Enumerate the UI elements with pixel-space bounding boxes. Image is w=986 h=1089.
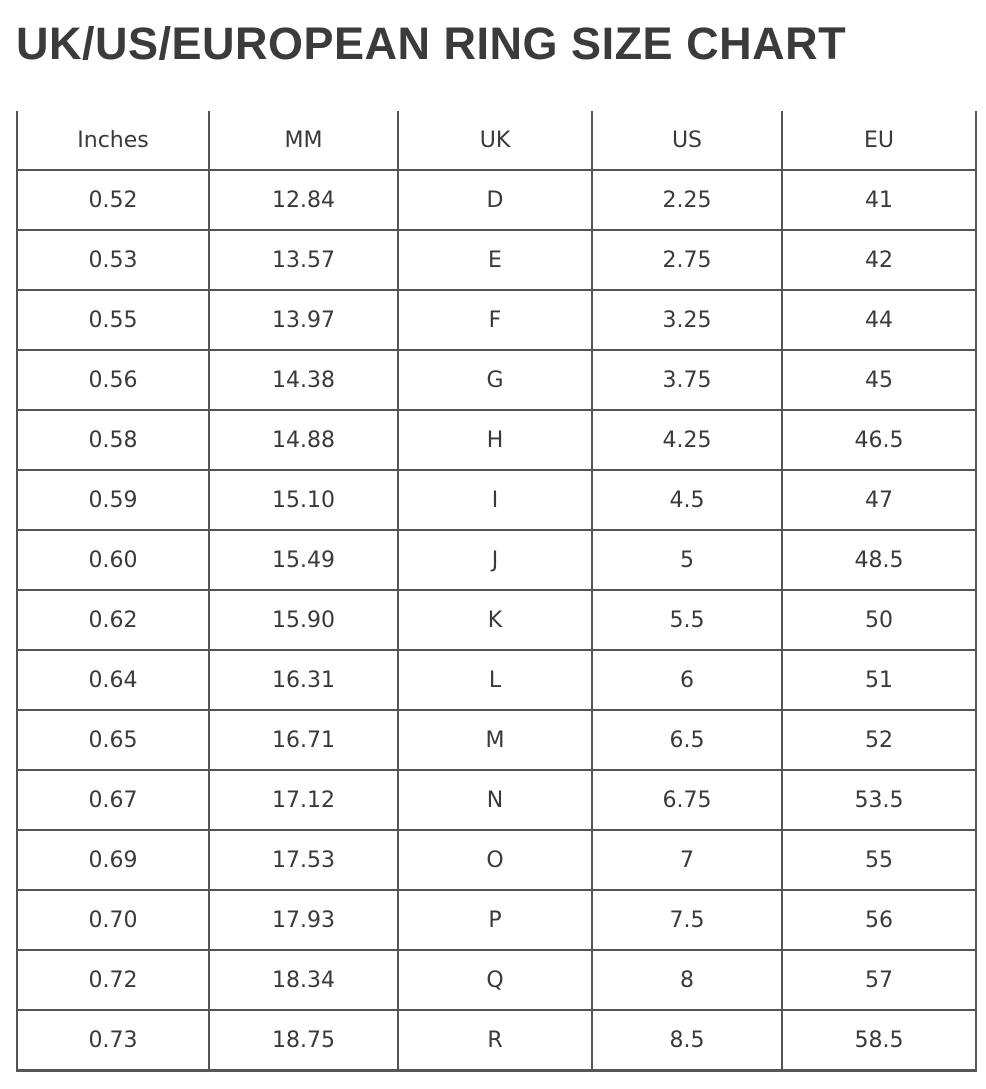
cell-inches: 0.53 (17, 230, 209, 290)
cell-inches: 0.60 (17, 530, 209, 590)
table-row (17, 830, 976, 890)
cell-inches: 0.56 (17, 350, 209, 410)
cell-mm: 13.57 (209, 230, 398, 290)
cell-eu: 47 (782, 470, 976, 530)
cell-eu: 41 (782, 170, 976, 230)
cell-uk: M (398, 710, 592, 770)
cell-mm: 15.90 (209, 590, 398, 650)
cell-uk: J (398, 530, 592, 590)
cell-eu: 56 (782, 890, 976, 950)
ring-size-table (16, 111, 977, 1072)
cell-us: 2.25 (592, 170, 782, 230)
table-body (17, 170, 976, 1071)
cell-uk: H (398, 410, 592, 470)
cell-uk: N (398, 770, 592, 830)
cell-eu: 57 (782, 950, 976, 1010)
cell-uk: D (398, 170, 592, 230)
cell-us: 5.5 (592, 590, 782, 650)
cell-eu: 55 (782, 830, 976, 890)
cell-inches: 0.69 (17, 830, 209, 890)
cell-mm: 17.12 (209, 770, 398, 830)
cell-mm: 18.34 (209, 950, 398, 1010)
cell-inches: 0.64 (17, 650, 209, 710)
cell-uk: G (398, 350, 592, 410)
cell-uk: R (398, 1010, 592, 1071)
header-mm: MM (209, 111, 398, 170)
cell-mm: 15.10 (209, 470, 398, 530)
cell-uk: I (398, 470, 592, 530)
cell-eu: 48.5 (782, 530, 976, 590)
cell-eu: 42 (782, 230, 976, 290)
cell-eu: 46.5 (782, 410, 976, 470)
cell-inches: 0.67 (17, 770, 209, 830)
cell-inches: 0.59 (17, 470, 209, 530)
cell-inches: 0.55 (17, 290, 209, 350)
cell-eu: 44 (782, 290, 976, 350)
table-row (17, 230, 976, 290)
cell-eu: 51 (782, 650, 976, 710)
table-row (17, 470, 976, 530)
cell-mm: 13.97 (209, 290, 398, 350)
table-row (17, 770, 976, 830)
cell-us: 6.75 (592, 770, 782, 830)
table-row (17, 710, 976, 770)
table-row (17, 890, 976, 950)
cell-inches: 0.58 (17, 410, 209, 470)
cell-eu: 45 (782, 350, 976, 410)
cell-inches: 0.62 (17, 590, 209, 650)
cell-mm: 16.71 (209, 710, 398, 770)
cell-inches: 0.73 (17, 1010, 209, 1071)
table-row (17, 590, 976, 650)
cell-us: 6 (592, 650, 782, 710)
table-row (17, 170, 976, 230)
cell-inches: 0.70 (17, 890, 209, 950)
cell-mm: 14.38 (209, 350, 398, 410)
table-row (17, 350, 976, 410)
cell-eu: 58.5 (782, 1010, 976, 1071)
table-row (17, 950, 976, 1010)
header-eu: EU (782, 111, 976, 170)
cell-mm: 16.31 (209, 650, 398, 710)
cell-mm: 15.49 (209, 530, 398, 590)
table-row (17, 1010, 976, 1071)
table-row (17, 530, 976, 590)
cell-uk: P (398, 890, 592, 950)
cell-us: 4.5 (592, 470, 782, 530)
cell-eu: 53.5 (782, 770, 976, 830)
cell-mm: 17.93 (209, 890, 398, 950)
table-row (17, 650, 976, 710)
cell-us: 8 (592, 950, 782, 1010)
header-us: US (592, 111, 782, 170)
cell-uk: L (398, 650, 592, 710)
cell-us: 3.25 (592, 290, 782, 350)
cell-us: 7 (592, 830, 782, 890)
cell-us: 3.75 (592, 350, 782, 410)
cell-uk: E (398, 230, 592, 290)
cell-us: 5 (592, 530, 782, 590)
cell-us: 7.5 (592, 890, 782, 950)
cell-mm: 12.84 (209, 170, 398, 230)
cell-uk: Q (398, 950, 592, 1010)
cell-inches: 0.65 (17, 710, 209, 770)
cell-uk: K (398, 590, 592, 650)
cell-mm: 17.53 (209, 830, 398, 890)
table-row (17, 410, 976, 470)
header-inches: Inches (17, 111, 209, 170)
cell-us: 4.25 (592, 410, 782, 470)
cell-uk: O (398, 830, 592, 890)
cell-inches: 0.72 (17, 950, 209, 1010)
table-row (17, 290, 976, 350)
header-uk: UK (398, 111, 592, 170)
cell-us: 6.5 (592, 710, 782, 770)
cell-mm: 18.75 (209, 1010, 398, 1071)
cell-us: 2.75 (592, 230, 782, 290)
cell-eu: 52 (782, 710, 976, 770)
cell-eu: 50 (782, 590, 976, 650)
table-header-row (17, 111, 976, 170)
page-title: UK/US/EUROPEAN RING SIZE CHART (16, 18, 847, 69)
cell-inches: 0.52 (17, 170, 209, 230)
cell-mm: 14.88 (209, 410, 398, 470)
cell-uk: F (398, 290, 592, 350)
cell-us: 8.5 (592, 1010, 782, 1071)
